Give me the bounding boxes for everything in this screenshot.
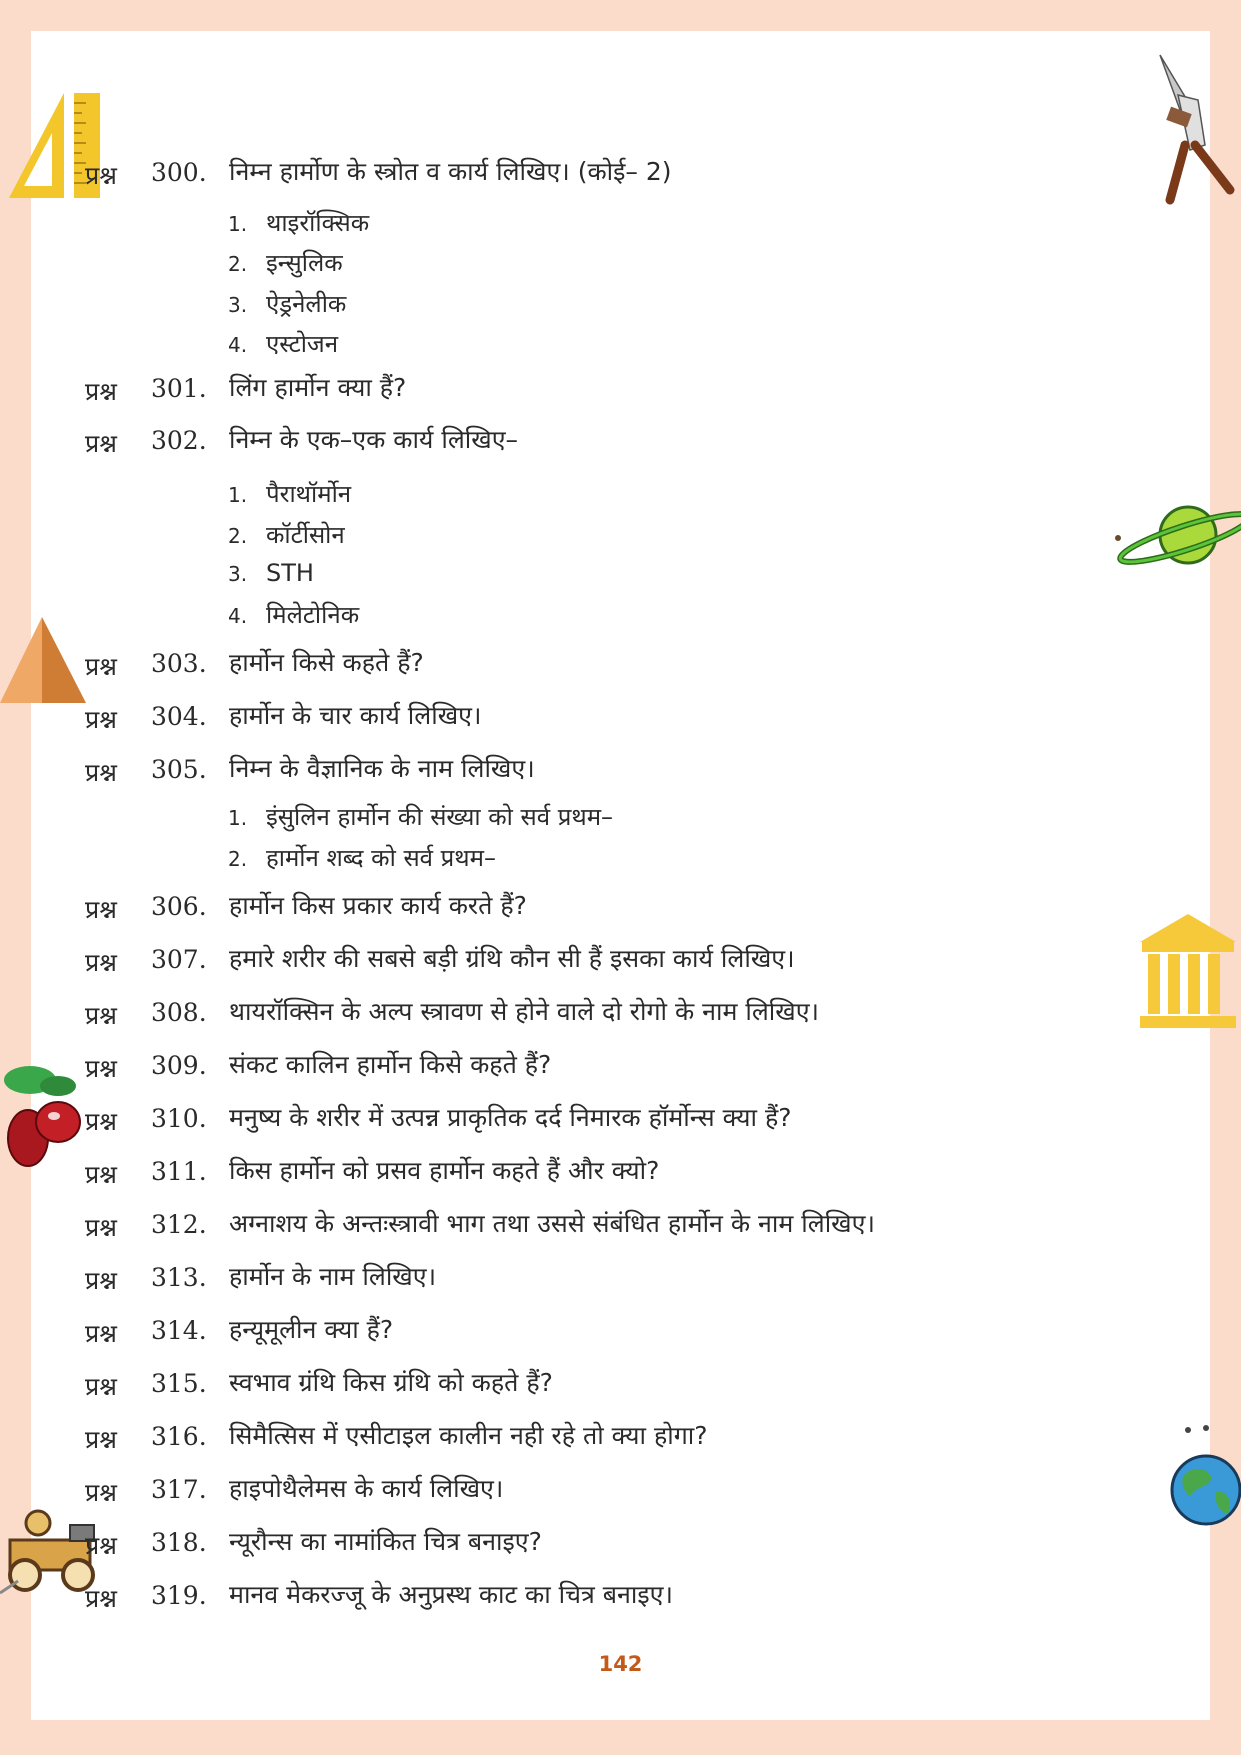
- question-text: मानव मेकरज्जू के अनुप्रस्थ काट का चित्र बनाइए।: [229, 1580, 673, 1609]
- sub-item-text: पैराथॉर्मोन: [266, 480, 352, 508]
- beans-icon: [0, 1060, 90, 1170]
- question-text: हन्यूमूलीन क्या हैं?: [229, 1315, 394, 1344]
- sub-item-text: हार्मोन शब्द को सर्व प्रथम–: [266, 844, 496, 872]
- question-number: 317.: [151, 1475, 207, 1504]
- question-item: [85, 1469, 1085, 1509]
- sub-item-text: मिलेटोनिक: [266, 601, 360, 629]
- question-text: सिमैत्सिस में एसीटाइल कालीन नही रहे तो क्या होगा?: [229, 1421, 708, 1450]
- question-item: [85, 1045, 1085, 1085]
- question-item: [85, 1257, 1085, 1297]
- question-text: हार्मोन के नाम लिखिए।: [229, 1262, 437, 1291]
- pyramid-icon: [0, 615, 90, 705]
- question-label: प्रश्न: [85, 1372, 117, 1401]
- question-text: हार्मोन के चार कार्य लिखिए।: [229, 701, 482, 730]
- question-number: 305.: [151, 755, 207, 784]
- planet-saturn-icon: [1110, 500, 1241, 575]
- question-number: 311.: [151, 1157, 207, 1186]
- question-number: 313.: [151, 1263, 207, 1292]
- question-text: हमारे शरीर की सबसे बड़ी ग्रंथि कौन सी हैं इसका कार्य लिखिए।: [229, 944, 795, 973]
- question-text: न्यूरौन्स का नामांकित चित्र बनाइए?: [229, 1527, 542, 1556]
- question-item: [85, 1310, 1085, 1350]
- question-text: निम्न के वैज्ञानिक के नाम लिखिए।: [229, 754, 535, 783]
- sub-item: [228, 246, 343, 280]
- sub-item-text: ऐड्रनेलीक: [266, 290, 347, 318]
- question-label: प्रश्न: [85, 1107, 117, 1136]
- question-item: [85, 749, 1085, 789]
- question-number: 310.: [151, 1104, 207, 1133]
- question-number: 312.: [151, 1210, 207, 1239]
- question-label: प्रश्न: [85, 705, 117, 734]
- sub-item: [228, 800, 613, 834]
- question-number: 301.: [151, 374, 207, 403]
- question-item: [85, 368, 1085, 408]
- sub-item-number: 4.: [228, 604, 248, 628]
- sub-item: [228, 559, 314, 593]
- question-text: किस हार्मोन को प्रसव हार्मोन कहते हैं और क्यो?: [229, 1156, 660, 1185]
- question-label: प्रश्न: [85, 1425, 117, 1454]
- question-label: प्रश्न: [85, 377, 117, 406]
- question-label: प्रश्न: [85, 1001, 117, 1030]
- question-number: 314.: [151, 1316, 207, 1345]
- question-text: हार्मोन किसे कहते हैं?: [229, 648, 424, 677]
- sub-item-number: 1.: [228, 483, 248, 507]
- question-text: संकट कालिन हार्मोन किसे कहते हैं?: [229, 1050, 552, 1079]
- question-number: 309.: [151, 1051, 207, 1080]
- sub-item: [228, 841, 496, 875]
- question-label: प्रश्न: [85, 1160, 117, 1189]
- question-label: प्रश्न: [85, 1319, 117, 1348]
- sub-item-number: 3.: [228, 562, 248, 586]
- sub-item: [228, 206, 369, 240]
- question-item: [85, 1363, 1085, 1403]
- question-item: [85, 152, 1085, 192]
- question-text: स्वभाव ग्रंथि किस ग्रंथि को कहते हैं?: [229, 1368, 553, 1397]
- question-number: 307.: [151, 945, 207, 974]
- question-text: अग्नाशय के अन्तःस्त्रावी भाग तथा उससे संबंधित हार्मोन के नाम लिखिए।: [229, 1209, 875, 1238]
- sub-item-number: 4.: [228, 333, 248, 357]
- question-label: प्रश्न: [85, 1584, 117, 1613]
- question-number: 306.: [151, 892, 207, 921]
- sub-item-text: थाइरॉक्सिक: [266, 209, 370, 237]
- sub-item-text: एस्टोजन: [266, 330, 339, 358]
- question-item: [85, 939, 1085, 979]
- question-item: [85, 992, 1085, 1032]
- sub-item: [228, 598, 359, 632]
- question-label: प्रश्न: [85, 161, 117, 190]
- sub-item-text: इंसुलिन हार्मोन की संख्या को सर्व प्रथम–: [266, 803, 614, 831]
- sub-item-text: STH: [266, 559, 314, 587]
- question-label: प्रश्न: [85, 1478, 117, 1507]
- sub-item: [228, 518, 345, 552]
- question-number: 303.: [151, 649, 207, 678]
- question-text: थायरॉक्सिन के अल्प स्त्रावण से होने वाले दो रोगो के नाम लिखिए।: [229, 997, 819, 1026]
- question-number: 315.: [151, 1369, 207, 1398]
- sub-item-number: 1.: [228, 212, 248, 236]
- sub-item-text: इन्सुलिक: [266, 249, 343, 277]
- question-item: [85, 420, 1085, 460]
- question-item: [85, 886, 1085, 926]
- question-label: प्रश्न: [85, 1531, 117, 1560]
- sub-item-text: कॉर्टीसोन: [266, 521, 345, 549]
- question-item: [85, 696, 1085, 736]
- question-item: [85, 1416, 1085, 1456]
- question-label: प्रश्न: [85, 652, 117, 681]
- question-item: [85, 1522, 1085, 1562]
- sub-item: [228, 327, 338, 361]
- question-item: [85, 643, 1085, 683]
- question-item: [85, 1098, 1085, 1138]
- question-number: 316.: [151, 1422, 207, 1451]
- sub-item: [228, 287, 346, 321]
- sub-item-number: 2.: [228, 252, 248, 276]
- question-label: प्रश्न: [85, 948, 117, 977]
- question-text: निम्न हार्मोण के स्त्रोत व कार्य लिखिए। (कोई– 2): [229, 157, 672, 186]
- sub-item-number: 1.: [228, 806, 248, 830]
- question-label: प्रश्न: [85, 1213, 117, 1242]
- question-number: 300.: [151, 158, 207, 187]
- question-number: 302.: [151, 426, 207, 455]
- question-label: प्रश्न: [85, 895, 117, 924]
- sub-item-number: 3.: [228, 293, 248, 317]
- question-text: निम्न के एक–एक कार्य लिखिए–: [229, 425, 519, 454]
- question-number: 308.: [151, 998, 207, 1027]
- sub-item-number: 2.: [228, 524, 248, 548]
- sub-item-number: 2.: [228, 847, 248, 871]
- temple-pillars-icon: [1138, 912, 1238, 1030]
- question-label: प्रश्न: [85, 429, 117, 458]
- question-text: हाइपोथैलेमस के कार्य लिखिए।: [229, 1474, 504, 1503]
- globe-earth-icon: [1168, 1420, 1241, 1530]
- pruning-shears-icon: [1150, 50, 1240, 205]
- sub-item: [228, 477, 351, 511]
- question-text: लिंग हार्मोन क्या हैं?: [229, 373, 407, 402]
- question-item: [85, 1204, 1085, 1244]
- page-number: 142: [598, 1652, 643, 1676]
- question-label: प्रश्न: [85, 1054, 117, 1083]
- question-number: 319.: [151, 1581, 207, 1610]
- question-label: प्रश्न: [85, 1266, 117, 1295]
- question-item: [85, 1575, 1085, 1615]
- question-item: [85, 1151, 1085, 1191]
- question-text: मनुष्य के शरीर में उत्पन्न प्राकृतिक दर्द निमारक हॉर्मोन्स क्या हैं?: [229, 1103, 792, 1132]
- question-number: 318.: [151, 1528, 207, 1557]
- question-text: हार्मोन किस प्रकार कार्य करते हैं?: [229, 891, 527, 920]
- question-label: प्रश्न: [85, 758, 117, 787]
- question-number: 304.: [151, 702, 207, 731]
- page-sheet: [31, 31, 1210, 1720]
